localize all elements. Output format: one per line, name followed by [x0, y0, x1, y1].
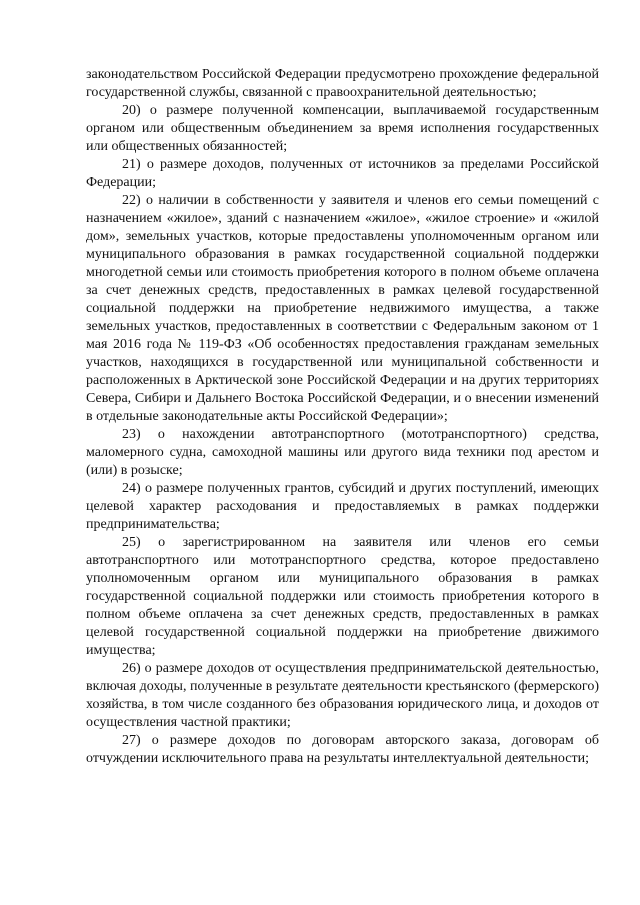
paragraph-item-26: 26) о размере доходов от осуществления предпринимательской деятельностью, включая доходы, полученные в результате деятельности крестьянского (фермерского) хозяйства, в том числе созданного без образования юридического лица, и доходов от осуществления частной практики; [86, 661, 599, 730]
document-page [86, 66, 599, 768]
paragraph-item-25: 25) о зарегистрированном на заявителя или членов его семьи автотранспортного или мототранспортного средства, которое предоставлено уполномоченным органом или муниципального образования в рамках государственной социальной поддержки или стоимость приобретения которого в полном объеме оплачена за счет денежных средств, предоставленных в рамках целевой государственной социальной поддержки на приобретение движимого имущества; [86, 535, 599, 658]
paragraph-continuation: законодательством Российской Федерации предусмотрено прохождение федеральной государственной службы, связанной с правоохранительной деятельностью; [86, 67, 599, 100]
paragraph-item-20: 20) о размере полученной компенсации, выплачиваемой государственным органом или общественным объединением за время исполнения государственных или общественных обязанностей; [86, 103, 599, 154]
paragraph-item-24: 24) о размере полученных грантов, субсидий и других поступлений, имеющих целевой характер расходования и предоставляемых в рамках поддержки предпринимательства; [86, 481, 599, 532]
paragraph-item-27: 27) о размере доходов по договорам авторского заказа, договорам об отчуждении исключительного права на результаты интеллектуальной деятельности; [86, 733, 599, 766]
paragraph-item-22: 22) о наличии в собственности у заявителя и членов его семьи помещений с назначением «жилое», зданий с назначением «жилое», «жилое строение» и «жилой дом», земельных участков, которые предоставлены уполномоченным органом или муниципального образования в рамках государственной социальной поддержки многодетной семьи или стоимость приобретения которого в полном объеме оплачена за счет денежных средств, предоставленных в рамках целевой государственной социальной поддержки на приобретение недвижимого имущества, а также земельных участков, предоставленных в соответствии с Федеральным законом от 1 мая 2016 года № 119-ФЗ «Об особенностях предоставления гражданам земельных участков, находящихся в государственной или муниципальной собственности и расположенных в Арктической зоне Российской Федерации и на других территориях Севера, Сибири и Дальнего Востока Российской Федерации, и о внесении изменений в отдельные законодательные акты Российской Федерации»; [86, 193, 599, 424]
paragraph-item-23: 23) о нахождении автотранспортного (мототранспортного) средства, маломерного судна, самоходной машины или другого вида техники под арестом и (или) в розыске; [86, 427, 599, 478]
paragraph-item-21: 21) о размере доходов, полученных от источников за пределами Российской Федерации; [86, 157, 599, 190]
